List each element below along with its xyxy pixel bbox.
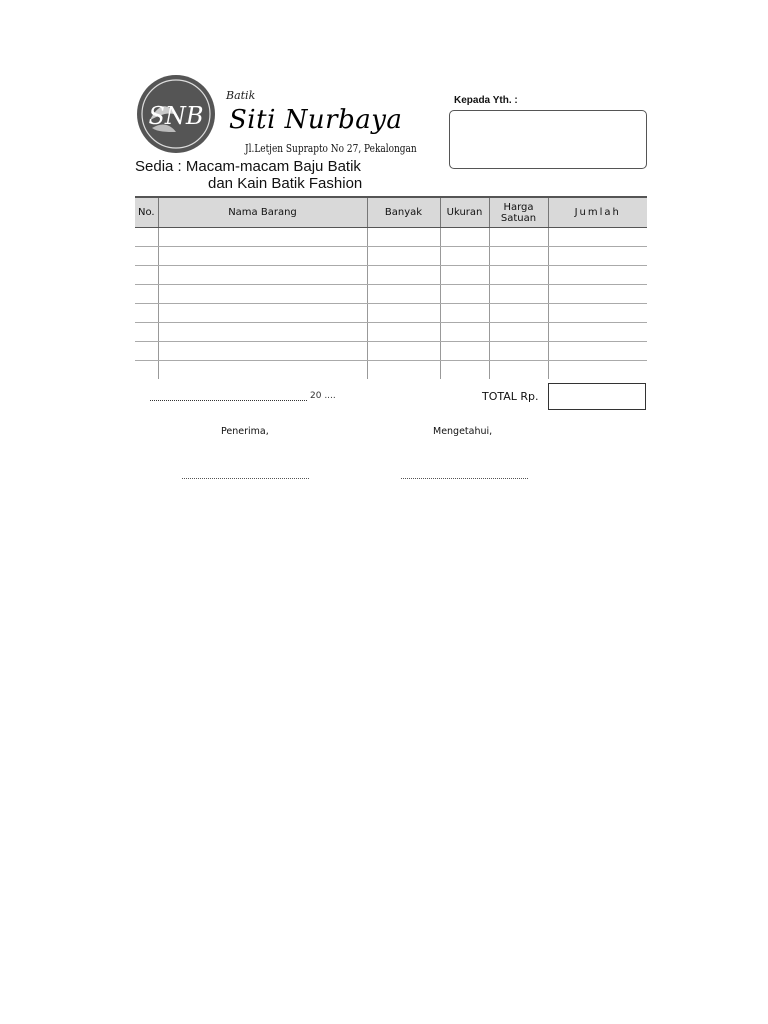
col-header-quantity: Banyak: [367, 197, 440, 228]
cell-no[interactable]: [135, 361, 158, 380]
table-row: [135, 266, 647, 285]
col-header-size: Ukuran: [440, 197, 489, 228]
cell-item-name[interactable]: [158, 228, 367, 247]
cell-size[interactable]: [440, 247, 489, 266]
cell-size[interactable]: [440, 323, 489, 342]
cell-quantity[interactable]: [367, 266, 440, 285]
cell-no[interactable]: [135, 285, 158, 304]
cell-amount[interactable]: [548, 361, 647, 380]
logo-monogram: SNB: [148, 102, 204, 130]
cell-item-name[interactable]: [158, 285, 367, 304]
approver-label: Mengetahui,: [433, 426, 493, 437]
cell-amount[interactable]: [548, 285, 647, 304]
items-table: [135, 196, 647, 379]
cell-amount[interactable]: [548, 304, 647, 323]
brand-prefix: Batik: [226, 89, 256, 102]
cell-amount[interactable]: [548, 228, 647, 247]
cell-item-name[interactable]: [158, 304, 367, 323]
cell-amount[interactable]: [548, 323, 647, 342]
table-row: [135, 323, 647, 342]
product-line-1: Sedia : Macam-macam Baju Batik: [135, 158, 361, 175]
cell-no[interactable]: [135, 304, 158, 323]
cell-quantity[interactable]: [367, 342, 440, 361]
cell-quantity[interactable]: [367, 228, 440, 247]
cell-unit-price[interactable]: [489, 323, 548, 342]
table-row: [135, 304, 647, 323]
cell-quantity[interactable]: [367, 361, 440, 380]
cell-size[interactable]: [440, 285, 489, 304]
cell-size[interactable]: [440, 361, 489, 380]
table-row: [135, 247, 647, 266]
cell-quantity[interactable]: [367, 285, 440, 304]
table-row: [135, 342, 647, 361]
cell-item-name[interactable]: [158, 361, 367, 380]
cell-size[interactable]: [440, 342, 489, 361]
cell-quantity[interactable]: [367, 323, 440, 342]
cell-item-name[interactable]: [158, 266, 367, 285]
cell-no[interactable]: [135, 247, 158, 266]
cell-quantity[interactable]: [367, 304, 440, 323]
recipient-field[interactable]: [449, 110, 647, 169]
cell-unit-price[interactable]: [489, 304, 548, 323]
cell-no[interactable]: [135, 266, 158, 285]
date-year-suffix: 20 ....: [310, 391, 336, 401]
table-row: [135, 285, 647, 304]
store-address: Jl.Letjen Suprapto No 27, Pekalongan: [245, 141, 417, 155]
cell-unit-price[interactable]: [489, 285, 548, 304]
total-label: TOTAL Rp.: [482, 390, 539, 403]
table-header-row: [135, 197, 647, 228]
table-row: [135, 361, 647, 380]
cell-no[interactable]: [135, 323, 158, 342]
receiver-label: Penerima,: [221, 426, 269, 437]
table-row: [135, 228, 647, 247]
date-line: [150, 391, 336, 401]
date-place-field[interactable]: [150, 392, 307, 401]
cell-amount[interactable]: [548, 342, 647, 361]
cell-quantity[interactable]: [367, 247, 440, 266]
total-field[interactable]: [548, 383, 646, 410]
cell-unit-price[interactable]: [489, 361, 548, 380]
cell-unit-price[interactable]: [489, 247, 548, 266]
col-header-item-name: Nama Barang: [158, 197, 367, 228]
col-header-amount: Jumlah: [548, 197, 647, 228]
cell-no[interactable]: [135, 342, 158, 361]
cell-unit-price[interactable]: [489, 266, 548, 285]
product-line-2: dan Kain Batik Fashion: [208, 175, 363, 192]
cell-unit-price[interactable]: [489, 342, 548, 361]
recipient-label: Kepada Yth. :: [454, 95, 518, 106]
cell-amount[interactable]: [548, 247, 647, 266]
brand-logo: [136, 74, 216, 154]
cell-item-name[interactable]: [158, 247, 367, 266]
approver-signature-line[interactable]: [401, 476, 528, 479]
cell-no[interactable]: [135, 228, 158, 247]
col-header-no: No.: [135, 197, 158, 228]
cell-amount[interactable]: [548, 266, 647, 285]
col-header-unit-price: Harga Satuan: [489, 197, 548, 228]
cell-item-name[interactable]: [158, 323, 367, 342]
brand-name: Siti Nurbaya: [229, 105, 403, 135]
cell-size[interactable]: [440, 304, 489, 323]
cell-unit-price[interactable]: [489, 228, 548, 247]
cell-size[interactable]: [440, 228, 489, 247]
receiver-signature-line[interactable]: [182, 476, 309, 479]
cell-size[interactable]: [440, 266, 489, 285]
cell-item-name[interactable]: [158, 342, 367, 361]
